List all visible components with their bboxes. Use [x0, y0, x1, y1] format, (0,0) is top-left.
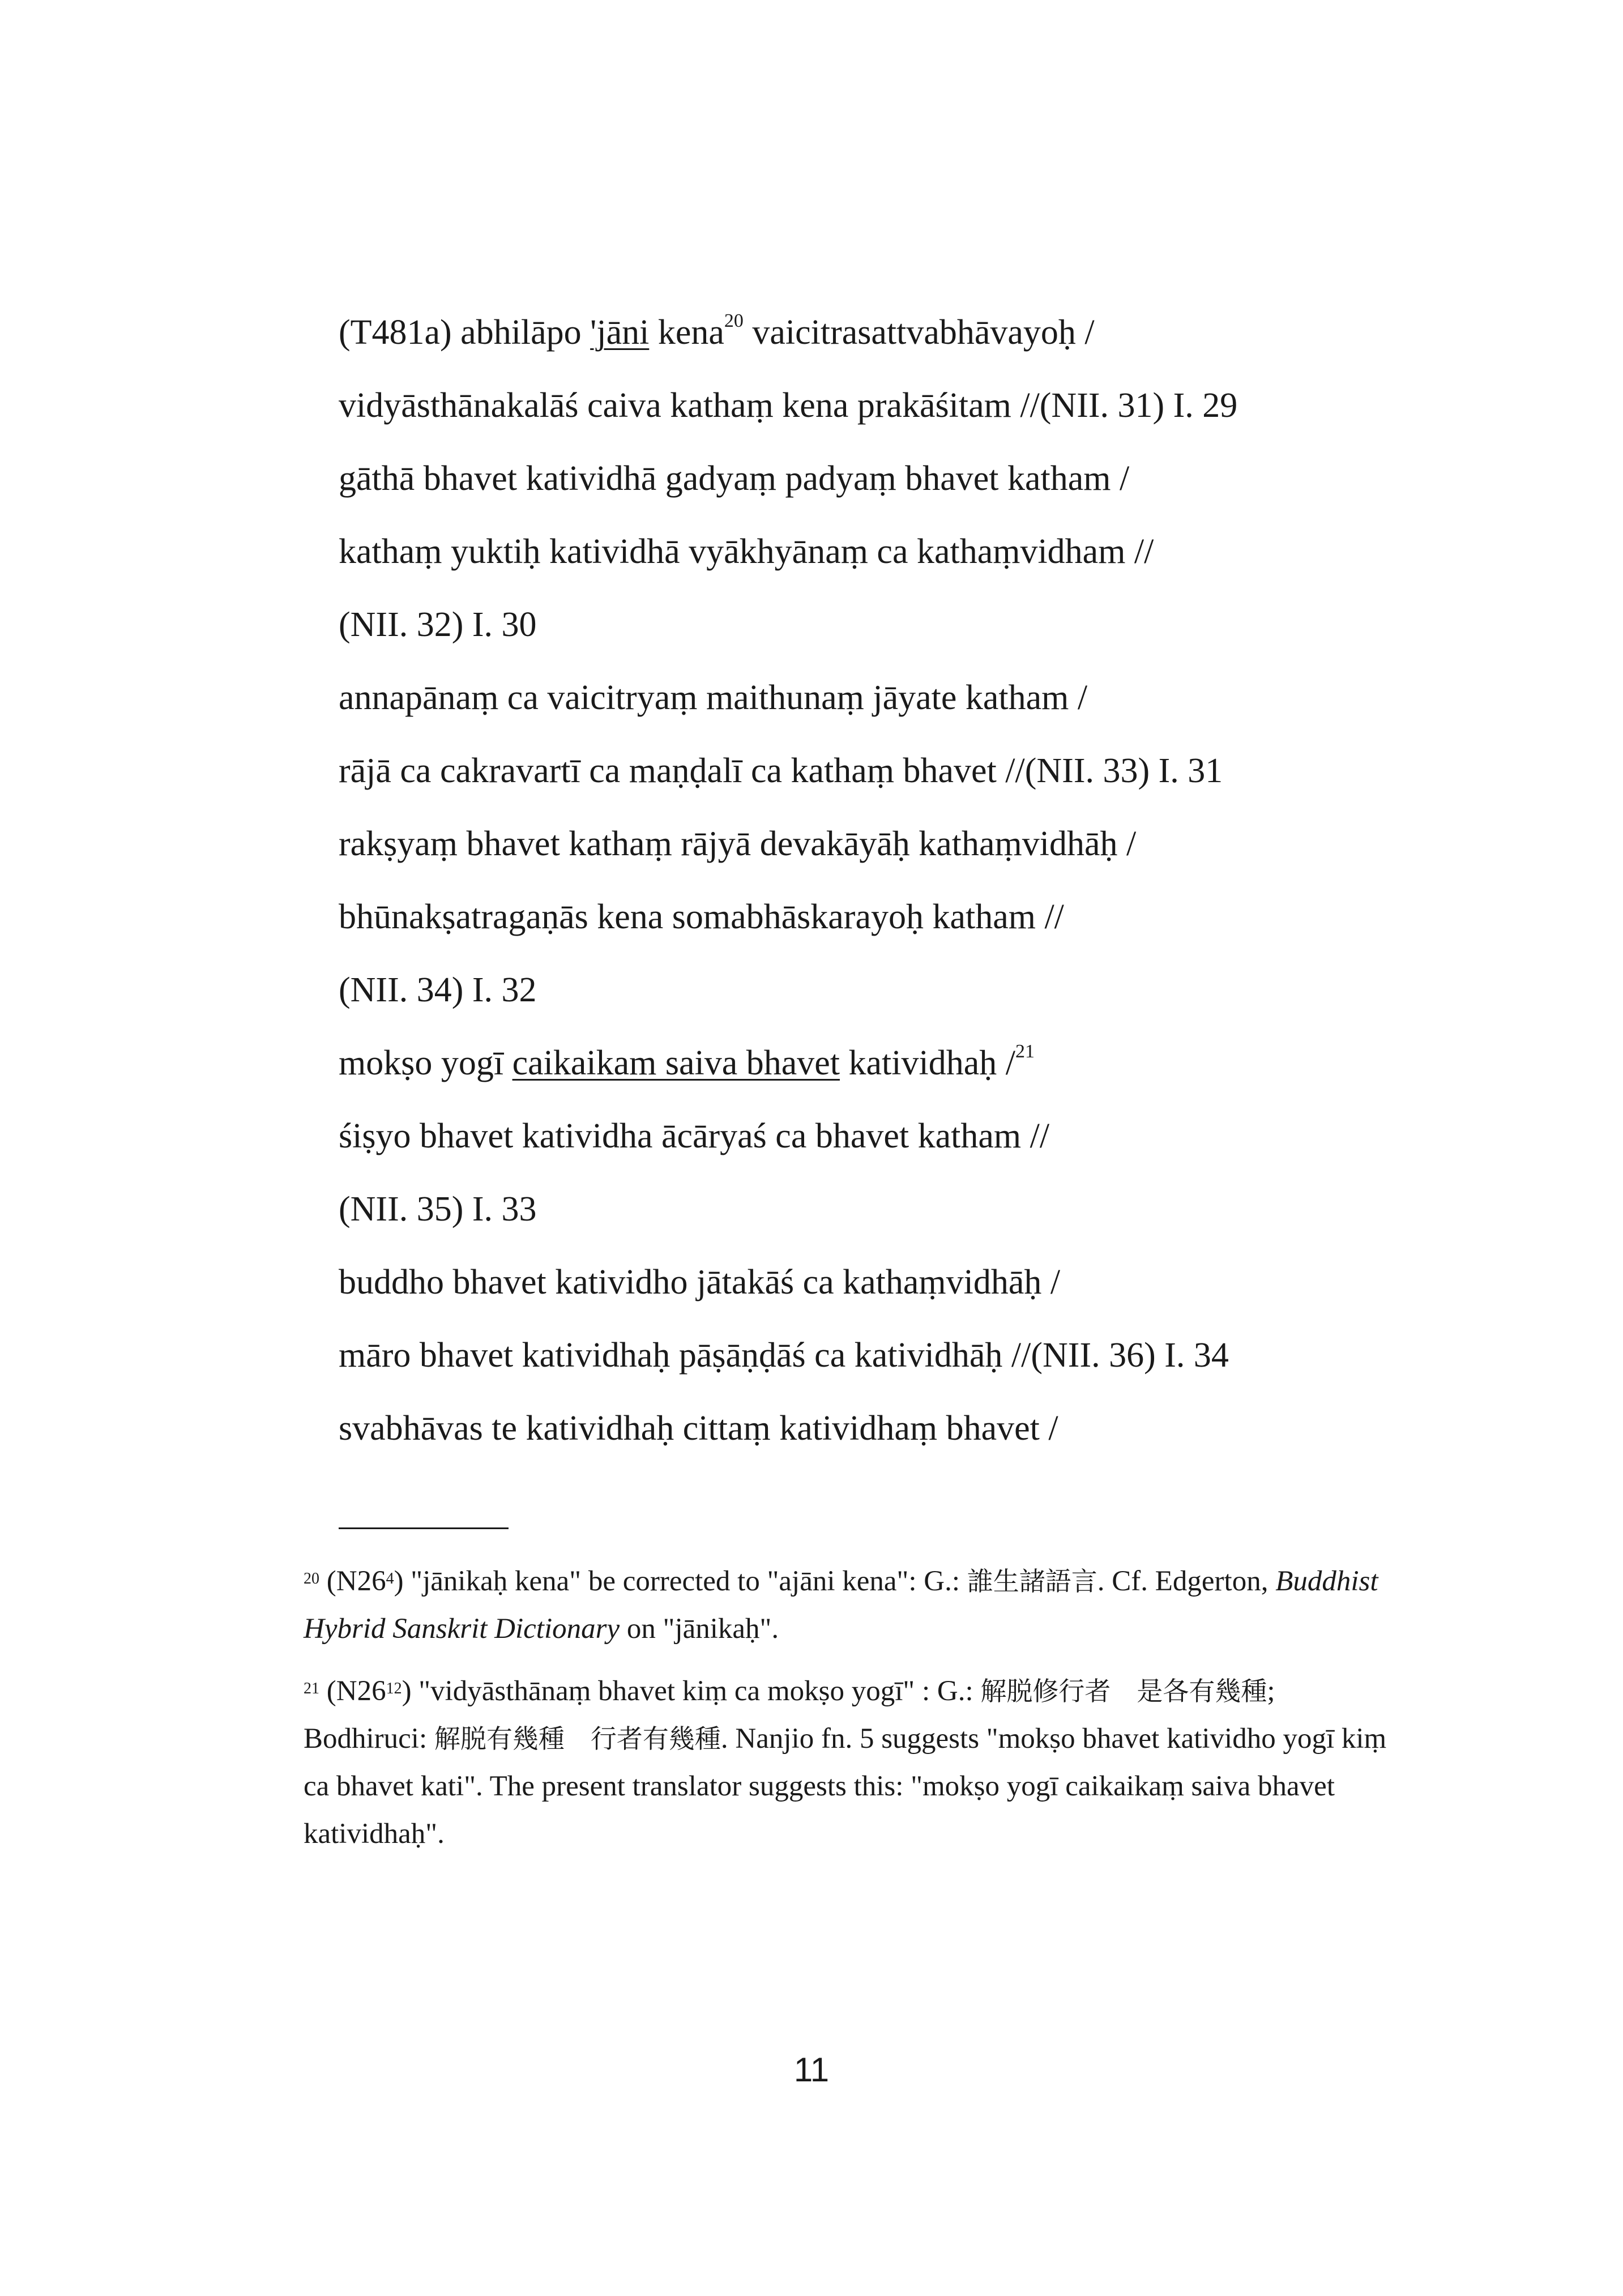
footnote-text: . Nanjio fn. 5 suggests "mokṣo bhavet katividho yogī kiṃ ca bhavet kati". The present translator suggests this: "mokṣo yogī caikaikaṃ saiva bhavet katividhaḥ". [304, 1723, 1387, 1850]
verse-text: kena [649, 313, 724, 352]
verse-line-8: rakṣyaṃ bhavet kathaṃ rājyā devakāyāḥ kathaṃvidhāḥ / [339, 825, 1137, 863]
footnote-number: 21 [304, 1680, 319, 1697]
verse-line-14: buddho bhavet katividho jātakāś ca kathaṃvidhāḥ / [339, 1263, 1061, 1301]
footnote-20 [304, 1557, 1399, 1653]
chinese-text: 解脱修行者 是各有幾種 [980, 1676, 1267, 1706]
verse-line-9: bhūnakṣatragaṇās kena somabhāskarayoḥ katham // [339, 898, 1064, 936]
verse-line-4: kathaṃ yuktiḥ katividhā vyākhyānaṃ ca kathaṃvidham // [339, 532, 1154, 571]
footnote-text: (N26 [319, 1675, 386, 1707]
footnote-text: ) "jānikaḥ kena" be corrected to "ajāni kena": G.: [394, 1565, 967, 1597]
verse-line-7: rājā ca cakravartī ca maṇḍalī ca kathaṃ bhavet //(NII. 33) I. 31 [339, 752, 1223, 790]
verse-line-15: māro bhavet katividhaḥ pāṣāṇḍāś ca katividhāḥ //(NII. 36) I. 34 [339, 1336, 1229, 1375]
underlined-phrase: caikaikam saiva bhavet [512, 1044, 840, 1082]
footnote-ref-21[interactable]: 21 [1015, 1041, 1035, 1062]
verse-text: katividhaḥ / [840, 1044, 1015, 1082]
verse-text: mokṣo yogī [339, 1044, 512, 1082]
footnote-ref-20[interactable]: 20 [724, 310, 744, 331]
footnote-text: on "jānikaḥ". [620, 1613, 779, 1645]
verse-line-6: annapānaṃ ca vaicitryaṃ maithunaṃ jāyate katham / [339, 678, 1088, 717]
footnote-text: ; Bodhiruci: [304, 1675, 1275, 1755]
verse-line-3: gāthā bhavet katividhā gadyaṃ padyaṃ bhavet katham / [339, 459, 1130, 498]
footnote-divider [339, 1527, 509, 1529]
footnote-21 [304, 1667, 1399, 1858]
verse-text: vaicitrasattvabhāvayoḥ / [743, 313, 1095, 352]
footnote-text: ) "vidyāsthānaṃ bhavet kiṃ ca mokṣo yogī" : G.: [402, 1675, 981, 1707]
verse-text: (T481a) abhilāpo [339, 313, 591, 352]
footnote-text: . Cf. Edgerton, [1097, 1565, 1276, 1597]
footnote-ref-sup: 4 [386, 1570, 394, 1587]
chinese-text: 解脱有幾種 行者有幾種 [434, 1723, 721, 1754]
verse-line-13: (NII. 35) I. 33 [339, 1190, 537, 1228]
underlined-word: 'jāni [590, 313, 650, 352]
verse-line-2: vidyāsthānakalāś caiva kathaṃ kena prakāśitam //(NII. 31) I. 29 [339, 386, 1238, 425]
footnote-ref-sup: 12 [386, 1680, 402, 1697]
page-number: 11 [793, 2051, 830, 2089]
verse-line-10: (NII. 34) I. 32 [339, 971, 537, 1009]
verse-line-11 [339, 1041, 1035, 1082]
verse-line-1 [339, 310, 1095, 352]
verse-line-5: (NII. 32) I. 30 [339, 605, 537, 644]
footnote-number: 20 [304, 1570, 319, 1587]
chinese-text: 誰生諸語言 [967, 1566, 1097, 1597]
book-title: Buddhist Hybrid Sanskrit Dictionary [304, 1565, 1378, 1645]
verse-line-12: śiṣyo bhavet katividha ācāryaś ca bhavet katham // [339, 1117, 1050, 1155]
footnote-text: (N26 [319, 1565, 386, 1597]
verse-line-16: svabhāvas te katividhaḥ cittaṃ katividhaṃ bhavet / [339, 1409, 1058, 1448]
